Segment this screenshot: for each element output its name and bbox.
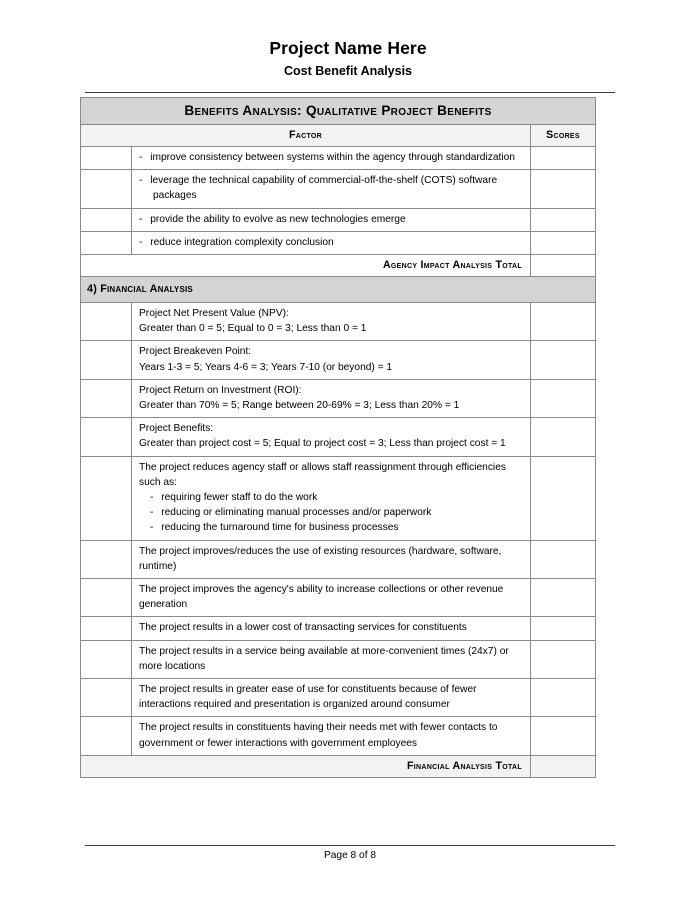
bullet-dash-icon: -: [150, 522, 154, 534]
row-number-cell: [81, 617, 132, 640]
table-row: [81, 170, 596, 208]
score-input-cell[interactable]: [531, 679, 596, 717]
page-subtitle: Cost Benefit Analysis: [283, 64, 413, 78]
factor-text-line: Greater than 70% = 5; Range between 20-69% = 3; Less than 20% = 1: [139, 400, 460, 412]
table-row: [81, 579, 596, 617]
table-row: [81, 341, 596, 379]
factor-cell: [132, 679, 531, 717]
agency-total-row: [81, 255, 596, 277]
factor-cell: [132, 341, 531, 379]
row-number-cell: [81, 717, 132, 755]
agency-total-score-cell[interactable]: [531, 255, 596, 277]
factor-cell: [132, 540, 531, 578]
bullet-line: - improve consistency between systems within the agency through standardization: [139, 152, 515, 163]
factor-text-line: Project Return on Investment (ROI):: [139, 384, 302, 396]
page-title: Project Name Here: [269, 38, 427, 58]
table-body: [81, 98, 596, 778]
factor-text-line: The project results in a lower cost of transacting services for constituents: [139, 622, 467, 634]
score-input-cell[interactable]: [531, 717, 596, 755]
row-number-cell: [81, 231, 132, 254]
column-header-factor: Factor: [81, 125, 531, 147]
factor-cell: [132, 303, 531, 341]
factor-cell: [132, 231, 531, 254]
financial-total-row: [81, 755, 596, 777]
score-input-cell[interactable]: [531, 617, 596, 640]
factor-cell: [132, 208, 531, 231]
factor-text-line: The project results in a service being available at more-convenient times (24x7) or more locations: [139, 645, 509, 672]
factor-cell: [132, 579, 531, 617]
table-row: [81, 679, 596, 717]
score-input-cell[interactable]: [531, 303, 596, 341]
table-row: [81, 231, 596, 254]
bullet-line: - reducing the turnaround time for business processes: [150, 522, 399, 534]
bullet-line: - provide the ability to evolve as new technologies emerge: [139, 213, 406, 225]
factor-cell: [132, 640, 531, 678]
row-number-cell: [81, 579, 132, 617]
table-row: [81, 303, 596, 341]
factor-text-line: Greater than 0 = 5; Equal to 0 = 3; Less than 0 = 1: [139, 323, 367, 335]
table-row: [81, 208, 596, 231]
bullet-line: - leverage the technical capability of commercial-off-the-shelf (COTS) software packages: [139, 175, 498, 202]
header-rule: [85, 92, 615, 93]
factor-cell: [132, 147, 531, 170]
score-input-cell[interactable]: [531, 147, 596, 170]
row-number-cell: [81, 418, 132, 456]
page-footer: Page 8 of 8: [323, 850, 377, 861]
factor-text-line: The project improves/reduces the use of existing resources (hardware, software, runtime): [139, 545, 502, 572]
row-number-cell: [81, 456, 132, 540]
financial-total-label: Financial Analysis Total: [81, 755, 531, 777]
score-input-cell[interactable]: [531, 208, 596, 231]
table-row: [81, 147, 596, 170]
factor-text-line: The project results in constituents having their needs met with fewer contacts to government or fewer interactions with government employees: [139, 722, 498, 749]
factor-text-line: Project Breakeven Point:: [139, 346, 252, 358]
table-row: [81, 540, 596, 578]
row-number-cell: [81, 147, 132, 170]
score-input-cell[interactable]: [531, 379, 596, 417]
column-header-scores: Scores: [531, 125, 596, 147]
factor-cell: [132, 617, 531, 640]
score-input-cell[interactable]: [531, 231, 596, 254]
factor-text-line: Greater than project cost = 5; Equal to project cost = 3; Less than project cost = 1: [139, 438, 506, 450]
table-row: [81, 379, 596, 417]
score-input-cell[interactable]: [531, 418, 596, 456]
table-row: [81, 456, 596, 540]
factor-text-line: Years 1-3 = 5; Years 4-6 = 3; Years 7-10 (or beyond) = 1: [139, 361, 393, 373]
score-input-cell[interactable]: [531, 540, 596, 578]
score-input-cell[interactable]: [531, 170, 596, 208]
factor-cell: [132, 170, 531, 208]
factor-cell: [132, 456, 531, 540]
bullet-dash-icon: -: [139, 236, 143, 248]
agency-total-label: Agency Impact Analysis Total: [81, 255, 531, 277]
footer-rule: [85, 845, 615, 846]
bullet-dash-icon: -: [150, 507, 154, 519]
score-input-cell[interactable]: [531, 640, 596, 678]
table-row: [81, 717, 596, 755]
factor-text-line: Project Benefits:: [139, 423, 214, 435]
factor-text-line: The project improves the agency's ability to increase collections or other revenue generation: [139, 584, 504, 611]
factor-cell: [132, 717, 531, 755]
table-row: [81, 418, 596, 456]
table-row: [81, 640, 596, 678]
column-header-row: [81, 125, 596, 147]
row-number-cell: [81, 679, 132, 717]
bullet-dash-icon: -: [139, 175, 143, 187]
bullet-line: - reduce integration complexity conclusion: [139, 236, 334, 248]
score-input-cell[interactable]: [531, 456, 596, 540]
row-number-cell: [81, 170, 132, 208]
bullet-line: - requiring fewer staff to do the work: [150, 492, 318, 504]
row-number-cell: [81, 540, 132, 578]
table-banner-cell: Benefits Analysis: Qualitative Project Benefits: [81, 98, 596, 125]
section-header-cell: 4) Financial Analysis: [81, 277, 596, 303]
factor-cell: [132, 379, 531, 417]
factor-text-line: The project reduces agency staff or allows staff reassignment through efficiencies such as:: [139, 461, 506, 488]
bullet-dash-icon: -: [139, 213, 143, 225]
bullet-dash-icon: -: [139, 152, 143, 163]
factor-text-line: Project Net Present Value (NPV):: [139, 308, 289, 320]
row-number-cell: [81, 640, 132, 678]
score-input-cell[interactable]: [531, 579, 596, 617]
table-row: [81, 617, 596, 640]
row-number-cell: [81, 208, 132, 231]
score-input-cell[interactable]: [531, 341, 596, 379]
factor-cell: [132, 418, 531, 456]
financial-total-score-cell[interactable]: [531, 755, 596, 777]
factor-text-line: The project results in greater ease of use for constituents because of fewer interactions required and presentation is organized around consumer: [139, 684, 477, 711]
bullet-line: - reducing or eliminating manual processes and/or paperwork: [150, 507, 432, 519]
row-number-cell: [81, 341, 132, 379]
benefits-analysis-table: [80, 97, 596, 778]
row-number-cell: [81, 379, 132, 417]
section-header-row: [81, 277, 596, 303]
row-number-cell: [81, 303, 132, 341]
bullet-dash-icon: -: [150, 492, 154, 504]
table-banner-row: [81, 98, 596, 125]
